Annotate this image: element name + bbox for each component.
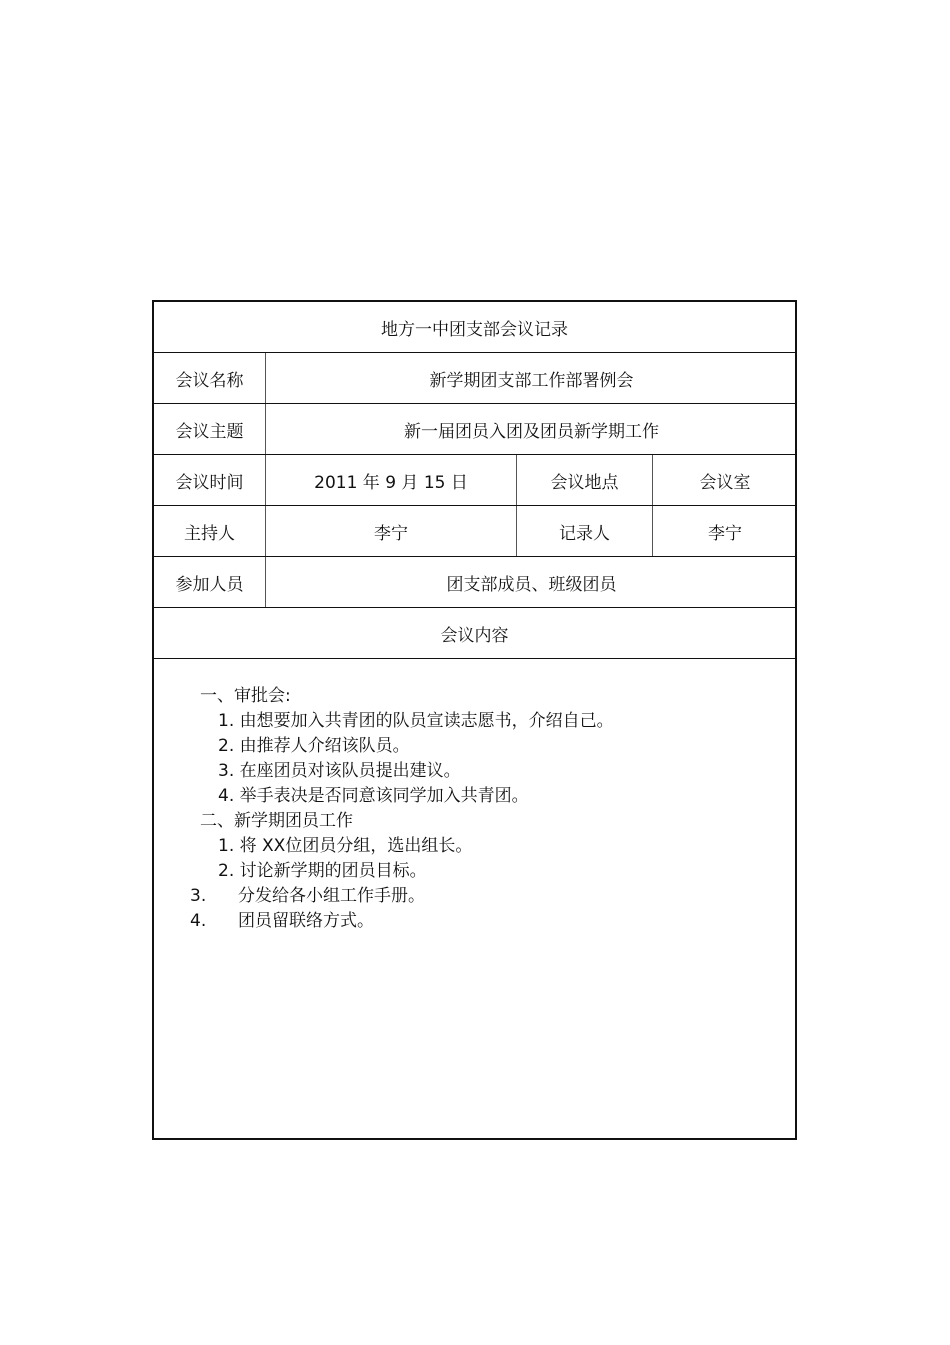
section-1-item: 3. 在座团员对该队员提出建议。 — [218, 761, 461, 781]
meeting-time-value: 2011 年 9 月 15 日 — [266, 455, 517, 505]
meeting-name-label: 会议名称 — [154, 353, 266, 403]
section-2-item-number: 3. — [190, 886, 207, 906]
host-label: 主持人 — [154, 506, 266, 556]
meeting-time-row — [154, 455, 795, 506]
section-2-item-number: 4. — [190, 911, 207, 931]
section-1-item: 1. 由想要加入共青团的队员宣读志愿书，介绍自己。 — [218, 711, 614, 731]
section-2-item: 2. 讨论新学期的团员目标。 — [218, 861, 427, 881]
content-header-row — [154, 608, 795, 659]
recorder-label: 记录人 — [517, 506, 653, 556]
meeting-topic-value: 新一届团员入团及团员新学期工作 — [404, 421, 659, 442]
recorder-value: 李宁 — [708, 523, 742, 544]
meeting-name-row — [154, 353, 795, 404]
meeting-content — [154, 659, 795, 1138]
meeting-topic-label: 会议主题 — [154, 404, 266, 454]
meeting-topic-row — [154, 404, 795, 455]
meeting-name-value: 新学期团支部工作部署例会 — [429, 370, 634, 391]
record-title: 地方一中团支部会议记录 — [381, 319, 568, 340]
content-header: 会议内容 — [440, 625, 509, 646]
section-2-item: 1. 将 XX位团员分组，选出组长。 — [218, 836, 473, 856]
host-value: 李宁 — [266, 506, 517, 556]
section-2-item-text: 团员留联络方式。 — [238, 911, 374, 931]
host-row — [154, 506, 795, 557]
section-2-item-text: 分发给各小组工作手册。 — [238, 886, 425, 906]
attendees-row — [154, 557, 795, 608]
meeting-place-value: 会议室 — [699, 472, 751, 493]
attendees-label: 参加人员 — [154, 557, 266, 607]
section-2-heading: 二、新学期团员工作 — [200, 811, 353, 831]
meeting-record-table — [152, 300, 797, 1140]
section-1-item: 2. 由推荐人介绍该队员。 — [218, 736, 410, 756]
meeting-place-label: 会议地点 — [517, 455, 653, 505]
section-1-item: 4. 举手表决是否同意该同学加入共青团。 — [218, 786, 529, 806]
attendees-value: 团支部成员、班级团员 — [446, 574, 617, 595]
meeting-time-label: 会议时间 — [154, 455, 266, 505]
section-1-heading: 一、审批会: — [200, 686, 291, 706]
title-row — [154, 302, 795, 353]
